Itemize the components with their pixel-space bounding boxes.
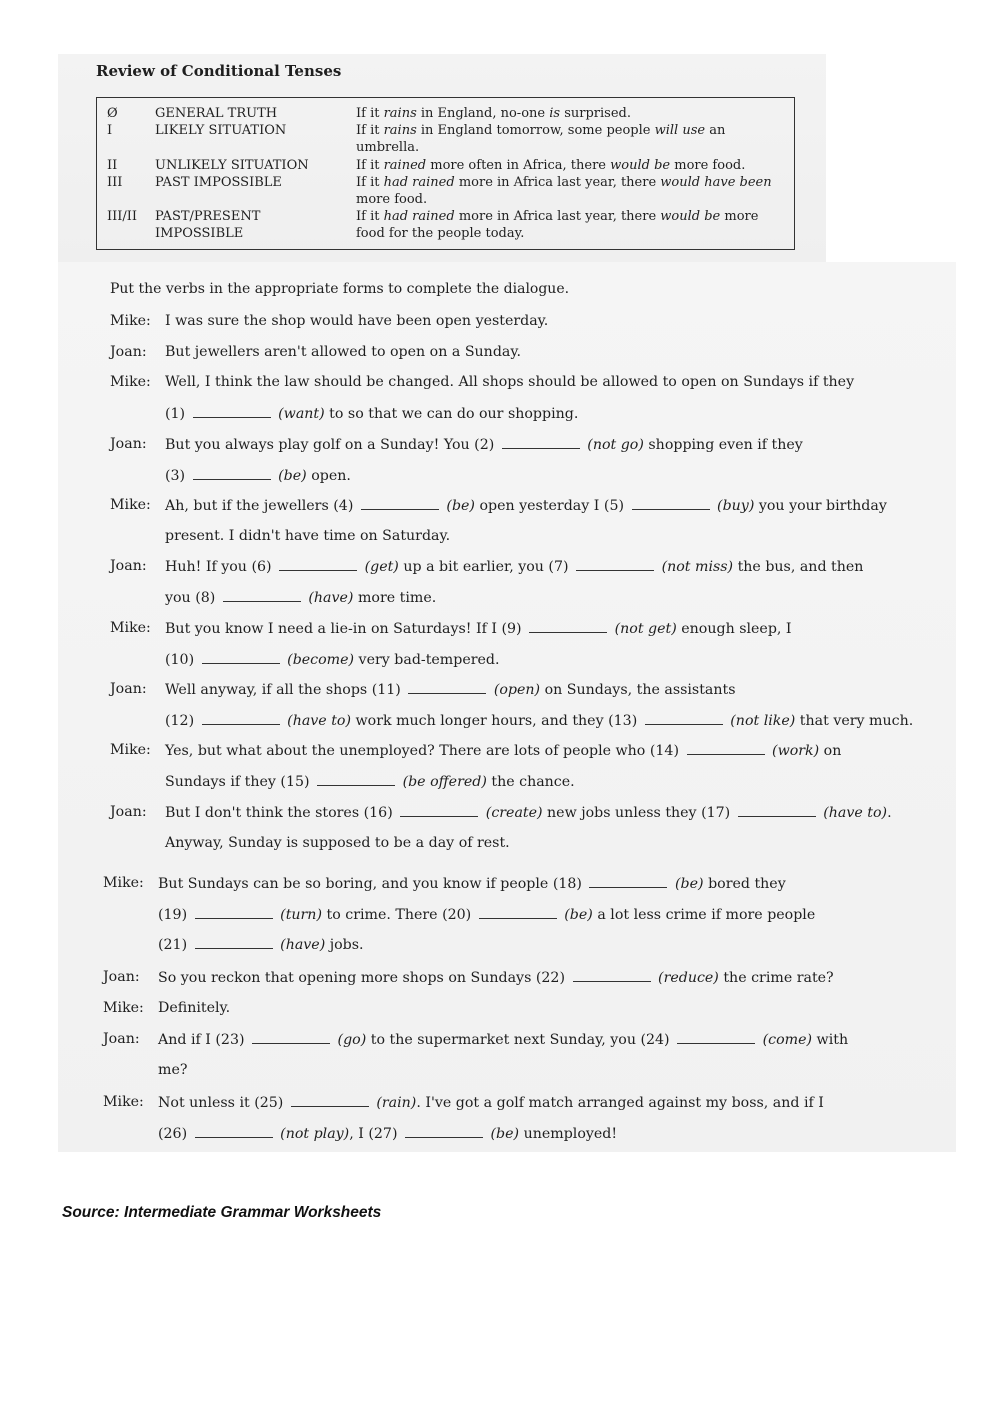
verb-hint: (be): [446, 498, 475, 514]
verb-hint: (want): [278, 405, 325, 422]
verb-hint: (rain): [376, 1095, 417, 1111]
speaker-label: Joan:: [110, 344, 147, 360]
dialogue-line: Sundays if they (15) (be offered) the chance.: [165, 771, 575, 792]
verb-hint: (be): [278, 467, 307, 484]
verb-hint: (come): [762, 1032, 813, 1048]
tense-example: If it had rained more in Africa last year, there would have been more food.: [356, 175, 772, 207]
answer-blank[interactable]: [193, 465, 271, 480]
tense-number: I: [107, 123, 113, 138]
verb-hint: (get): [364, 559, 399, 575]
speaker-label: Joan:: [103, 969, 140, 985]
dialogue-line: (26) (not play), I (27) (be) unemployed!: [158, 1123, 617, 1144]
dialogue-line: you (8) (have) more time.: [165, 587, 436, 608]
speaker-label: Joan:: [110, 681, 147, 697]
speaker-label: Joan:: [110, 436, 147, 452]
tense-name: LIKELY SITUATION: [155, 123, 287, 138]
page-title: Review of Conditional Tenses: [96, 62, 342, 80]
answer-blank[interactable]: [202, 710, 280, 725]
answer-blank[interactable]: [279, 556, 357, 571]
dialogue-line: But Sundays can be so boring, and you know if people (18) (be) bored they: [158, 873, 786, 894]
answer-blank[interactable]: [573, 967, 651, 982]
speaker-label: Mike:: [103, 1094, 144, 1110]
verb-hint: (not go): [587, 437, 644, 453]
answer-blank[interactable]: [502, 434, 580, 449]
dialogue-line: But jewellers aren't allowed to open on a Sunday.: [165, 344, 521, 360]
tense-example: If it had rained more in Africa last year, there would be more food for the people today.: [356, 209, 759, 241]
answer-blank[interactable]: [677, 1029, 755, 1044]
answer-blank[interactable]: [291, 1092, 369, 1107]
speaker-label: Mike:: [110, 497, 151, 513]
speaker-label: Mike:: [103, 875, 144, 891]
tense-example: If it rains in England, no-one is surprised.: [356, 106, 631, 121]
tense-example: If it rains in England tomorrow, some people will use an umbrella.: [356, 123, 726, 155]
answer-blank[interactable]: [529, 618, 607, 633]
speaker-label: Joan:: [110, 804, 147, 820]
scan-region-body: [58, 262, 956, 1152]
exercise-instruction: Put the verbs in the appropriate forms to complete the dialogue.: [110, 281, 570, 297]
verb-hint: (have): [308, 589, 354, 606]
answer-blank[interactable]: [687, 740, 765, 755]
answer-blank[interactable]: [479, 904, 557, 919]
dialogue-line: (1) (want) to so that we can do our shopping.: [165, 403, 578, 424]
tense-number: III: [107, 175, 123, 190]
verb-hint: (be): [490, 1125, 520, 1142]
verb-hint: (be offered): [402, 773, 487, 790]
dialogue-line: So you reckon that opening more shops on Sundays (22) (reduce) the crime rate?: [158, 967, 834, 988]
dialogue-line: Yes, but what about the unemployed? There are lots of people who (14) (work) on: [165, 740, 841, 761]
verb-hint: (have to): [823, 805, 888, 821]
tense-number: II: [107, 158, 118, 173]
verb-hint: (not like): [730, 712, 796, 729]
answer-blank[interactable]: [589, 873, 667, 888]
dialogue-line: me?: [158, 1061, 188, 1078]
verb-hint: (become): [287, 651, 355, 668]
answer-blank[interactable]: [193, 403, 271, 418]
dialogue-line: Huh! If you (6) (get) up a bit earlier, you (7) (not miss) the bus, and then: [165, 556, 863, 577]
dialogue-line: Well, I think the law should be changed. All shops should be allowed to open on Sundays if they: [165, 374, 855, 390]
answer-blank[interactable]: [195, 1123, 273, 1138]
verb-hint: (have to): [287, 712, 351, 729]
tense-number: III/II: [107, 209, 138, 224]
speaker-label: Joan:: [103, 1031, 140, 1047]
dialogue-line: (19) (turn) to crime. There (20) (be) a lot less crime if more people: [158, 904, 815, 925]
tense-name: PAST/PRESENT IMPOSSIBLE: [155, 209, 261, 241]
verb-hint: (work): [772, 743, 820, 759]
dialogue-line: Well anyway, if all the shops (11) (open) on Sundays, the assistants: [165, 679, 736, 700]
answer-blank[interactable]: [632, 495, 710, 510]
speaker-label: Mike:: [110, 742, 151, 758]
speaker-label: Mike:: [103, 1000, 144, 1016]
source-credit: Source: Intermediate Grammar Worksheets: [62, 1204, 382, 1221]
speaker-label: Mike:: [110, 313, 151, 329]
dialogue-line: (3) (be) open.: [165, 465, 351, 486]
dialogue-line: Ah, but if the jewellers (4) (be) open yesterday I (5) (buy) you your birthday: [165, 495, 887, 516]
answer-blank[interactable]: [408, 679, 486, 694]
answer-blank[interactable]: [405, 1123, 483, 1138]
dialogue-line: (12) (have to) work much longer hours, and they (13) (not like) that very much.: [165, 710, 913, 731]
dialogue-line: Anyway, Sunday is supposed to be a day of rest.: [165, 834, 510, 851]
answer-blank[interactable]: [400, 802, 478, 817]
tense-name: GENERAL TRUTH: [155, 106, 278, 121]
dialogue-line: And if I (23) (go) to the supermarket next Sunday, you (24) (come) with: [158, 1029, 848, 1050]
dialogue-line: But I don't think the stores (16) (create) new jobs unless they (17) (have to).: [165, 802, 892, 823]
verb-hint: (turn): [280, 906, 322, 923]
tense-number: Ø: [107, 106, 118, 121]
tense-name: UNLIKELY SITUATION: [155, 158, 309, 173]
verb-hint: (not play): [280, 1125, 350, 1142]
verb-hint: (be): [675, 876, 704, 892]
answer-blank[interactable]: [738, 802, 816, 817]
verb-hint: (create): [485, 805, 543, 821]
answer-blank[interactable]: [195, 934, 273, 949]
verb-hint: (be): [564, 906, 593, 923]
answer-blank[interactable]: [195, 904, 273, 919]
answer-blank[interactable]: [576, 556, 654, 571]
speaker-label: Mike:: [110, 620, 151, 636]
speaker-label: Joan:: [110, 558, 147, 574]
answer-blank[interactable]: [317, 771, 395, 786]
dialogue-line: Definitely.: [158, 1000, 231, 1016]
answer-blank[interactable]: [223, 587, 301, 602]
answer-blank[interactable]: [361, 495, 439, 510]
dialogue-line: (21) (have) jobs.: [158, 934, 364, 955]
answer-blank[interactable]: [202, 649, 280, 664]
verb-hint: (buy): [717, 498, 755, 514]
dialogue-line: I was sure the shop would have been open yesterday.: [165, 313, 549, 329]
verb-hint: (go): [337, 1032, 367, 1048]
tense-example: If it rained more often in Africa, there would be more food.: [356, 158, 746, 173]
tense-table: [96, 97, 795, 250]
verb-hint: (not miss): [661, 559, 734, 575]
dialogue-line: But you know I need a lie-in on Saturdays! If I (9) (not get) enough sleep, I: [165, 618, 792, 639]
dialogue-line: (10) (become) very bad-tempered.: [165, 649, 500, 670]
dialogue-line: But you always play golf on a Sunday! You (2) (not go) shopping even if they: [165, 434, 803, 455]
answer-blank[interactable]: [252, 1029, 330, 1044]
verb-hint: (reduce): [658, 970, 719, 986]
answer-blank[interactable]: [645, 710, 723, 725]
dialogue-line: Not unless it (25) (rain). I've got a golf match arranged against my boss, and if I: [158, 1092, 824, 1113]
verb-hint: (have): [280, 937, 326, 953]
dialogue-line: present. I didn't have time on Saturday.: [165, 527, 451, 544]
verb-hint: (not get): [614, 621, 677, 637]
tense-name: PAST IMPOSSIBLE: [155, 175, 282, 190]
verb-hint: (open): [493, 682, 541, 698]
speaker-label: Mike:: [110, 374, 151, 390]
